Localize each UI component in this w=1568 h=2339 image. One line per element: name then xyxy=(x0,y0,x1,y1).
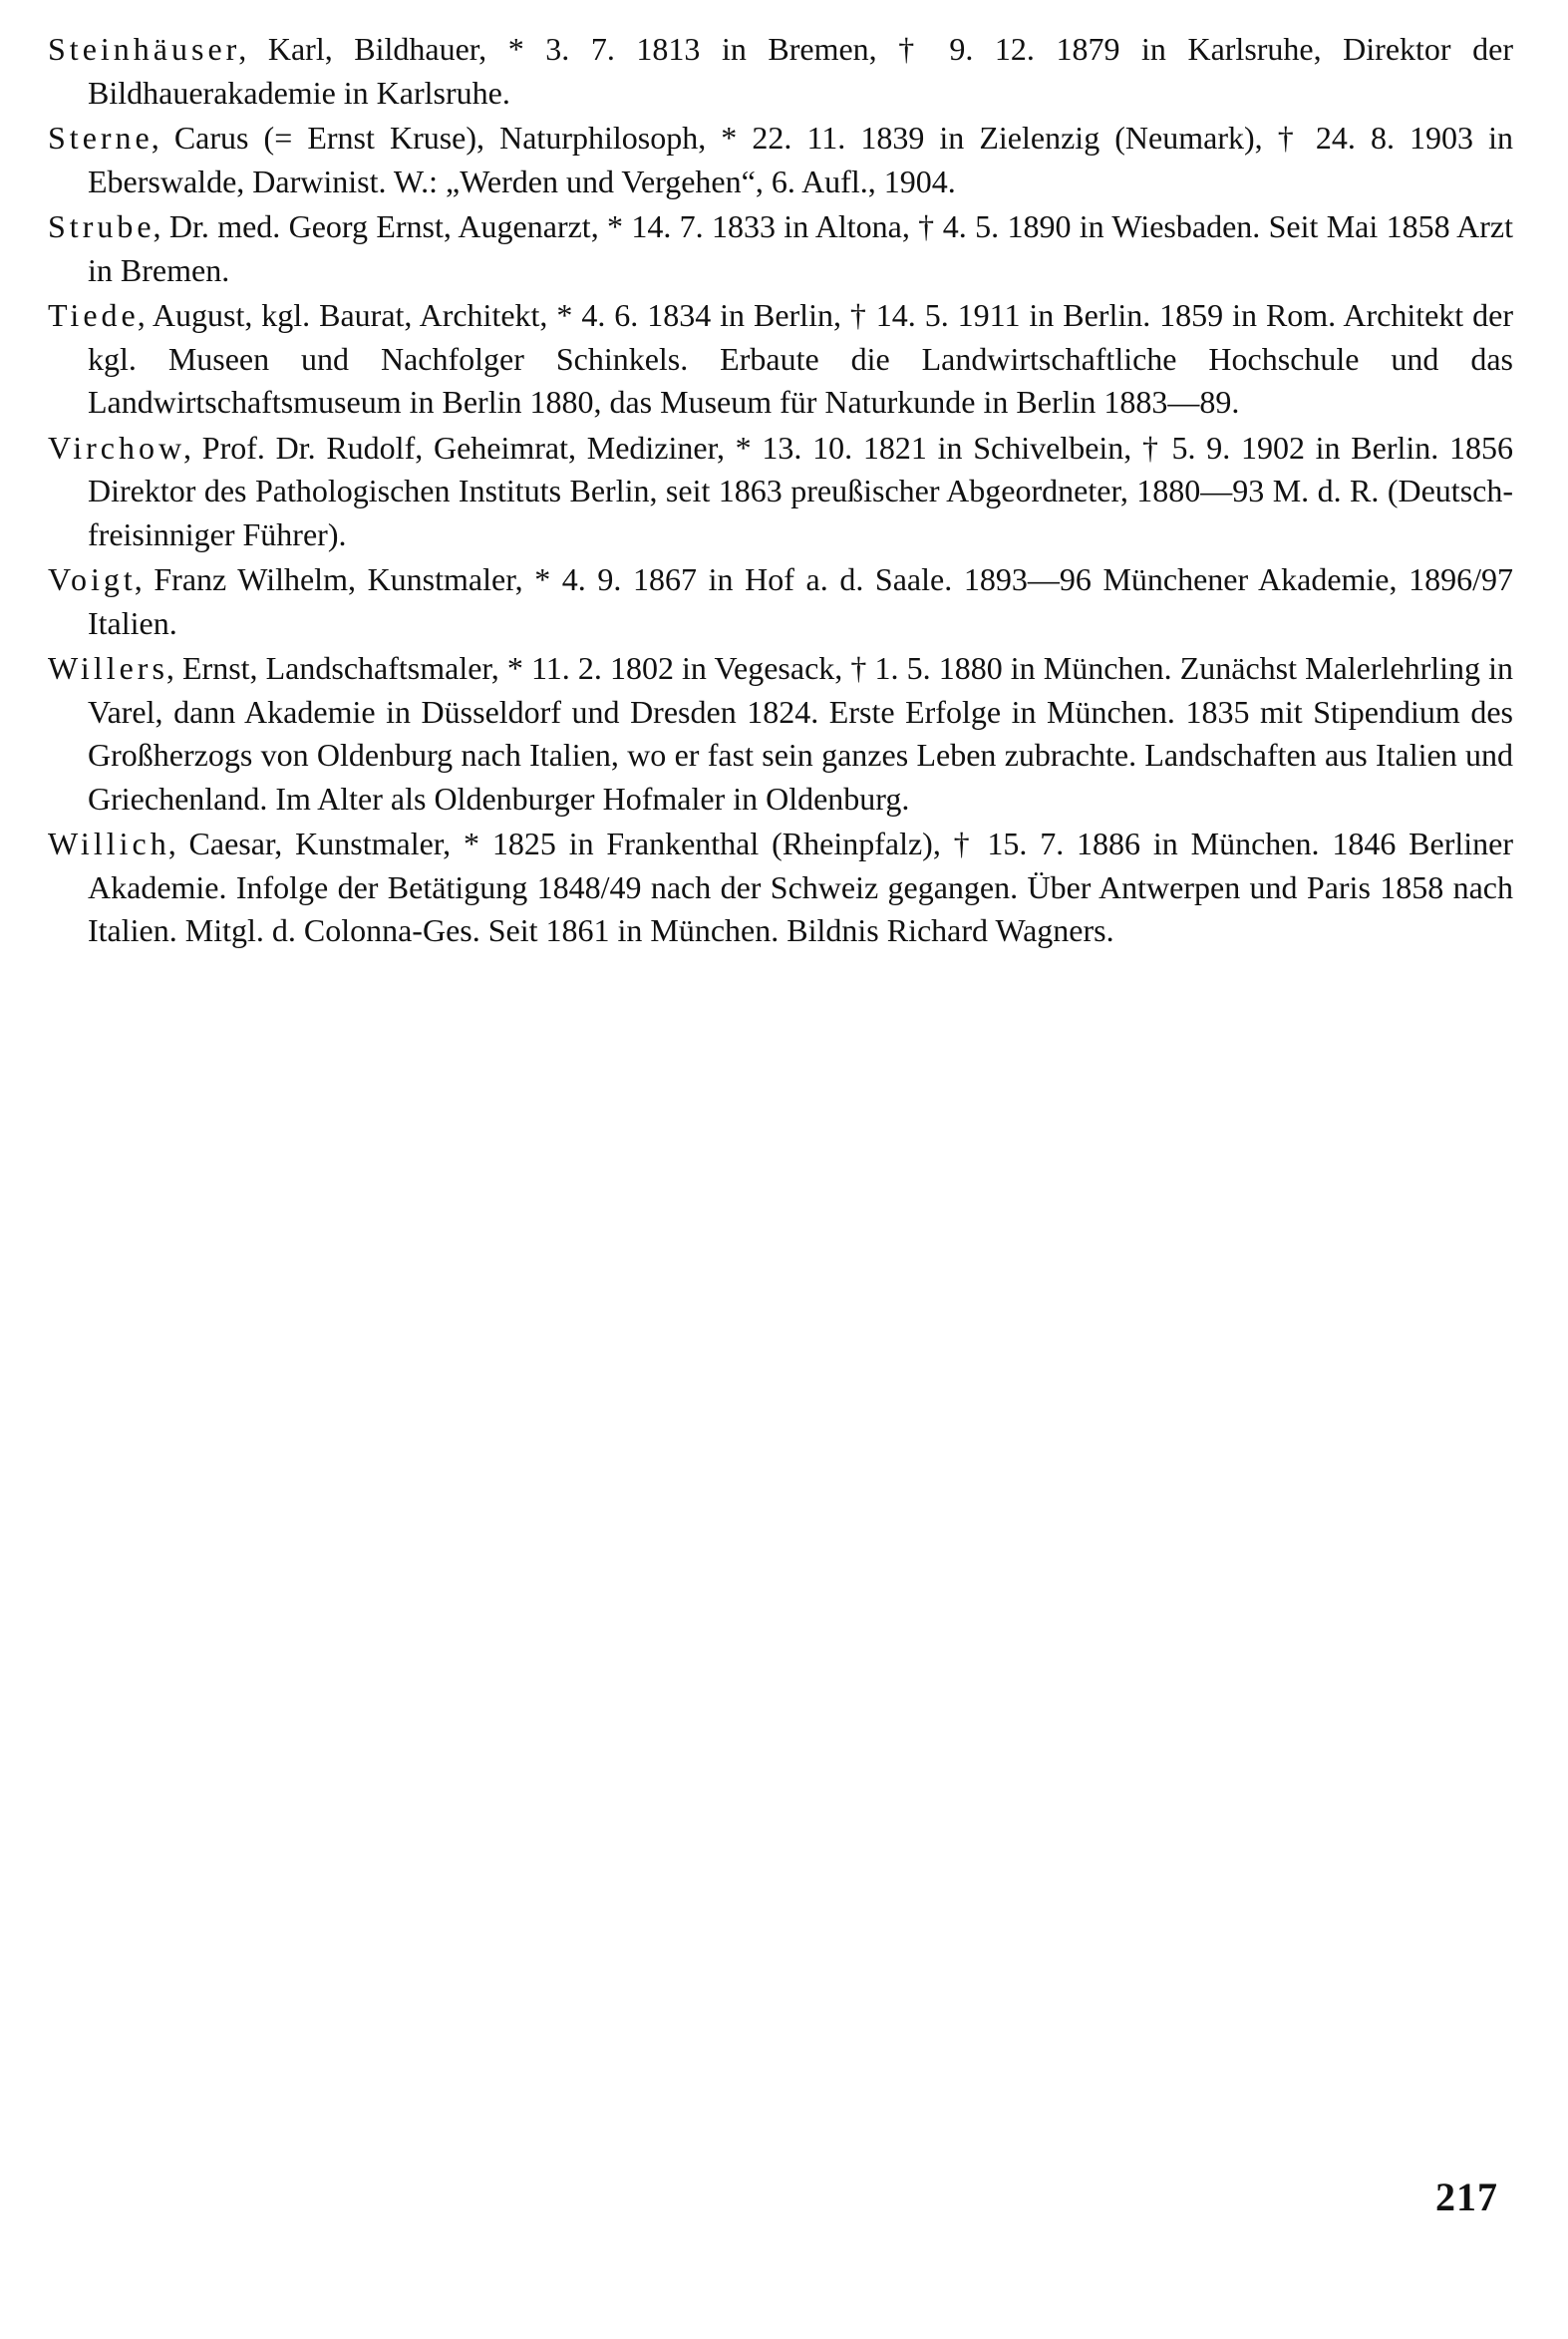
entry-text: , August, kgl. Baurat, Architekt, * 4. 6. 1834 in Berlin, † 14. 5. 1911 in Berlin. 1859 in Rom. Architekt der kgl. Museen und Nachfolger Schinkels. Erbaute die Landwirtschaftliche Hochschule und das Landwirtschaftsmuseum in Berlin 1880, das Museum für Naturkunde in Berlin 1883—89. xyxy=(88,297,1513,420)
entry-name: Willich xyxy=(48,826,170,861)
entry-text: , Carus (= Ernst Kruse), Naturphilosoph, * 22. 11. 1839 in Zielenzig (Neumark), † 24. 8. 1903 in Eberswalde, Darwinist. W.: „Werden und Vergehen“, 6. Aufl., 1904. xyxy=(88,120,1513,199)
page-number: 217 xyxy=(1435,2174,1498,2219)
biographical-entries xyxy=(48,28,1513,955)
entry-text: , Caesar, Kunstmaler, * 1825 in Frankenthal (Rheinpfalz), † 15. 7. 1886 in München. 1846 Berliner Akademie. Infolge der Betätigung 1848/49 nach der Schweiz gegangen. Über Antwerpen und Paris 1858 nach Italien. Mitgl. d. Colonna-Ges. Seit 1861 in München. Bildnis Richard Wagners. xyxy=(88,826,1513,948)
entry-sterne xyxy=(48,117,1513,203)
entry-willers xyxy=(48,647,1513,821)
entry-strube xyxy=(48,205,1513,292)
entry-willich xyxy=(48,823,1513,953)
entry-text: , Dr. med. Georg Ernst, Augenarzt, * 14. 7. 1833 in Altona, † 4. 5. 1890 in Wiesbaden. Seit Mai 1858 Arzt in Bremen. xyxy=(88,208,1513,288)
entry-text: , Prof. Dr. Rudolf, Geheimrat, Mediziner, * 13. 10. 1821 in Schivelbein, † 5. 9. 1902 in Berlin. 1856 Direktor des Pathologischen Instituts Berlin, seit 1863 preußischer Abgeordneter, 1880—93 M. d. R. (Deutsch-freisinniger Führer). xyxy=(88,429,1513,552)
entry-name: Willers xyxy=(48,650,168,686)
entry-name: Virchow xyxy=(48,429,186,466)
entry-steinhaeuser xyxy=(48,28,1513,115)
entry-name: Steinhäuser xyxy=(48,31,241,67)
entry-text: , Ernst, Landschaftsmaler, * 11. 2. 1802 in Vegesack, † 1. 5. 1880 in München. Zunächst Malerlehrling in Varel, dann Akademie in Düsseldorf und Dresden 1824. Erste Erfolge in München. 1835 mit Stipendium des Großherzogs von Oldenburg nach Italien, wo er fast sein ganzes Leben zubrachte. Landschaften aus Italien und Griechenland. Im Alter als Oldenburger Hofmaler in Oldenburg. xyxy=(88,650,1513,817)
entry-tiede xyxy=(48,294,1513,425)
entry-name: Strube xyxy=(48,208,156,244)
entry-name: Tiede xyxy=(48,297,140,333)
entry-name: Voigt xyxy=(48,561,137,597)
entry-name: Sterne xyxy=(48,120,154,156)
entry-text: , Karl, Bildhauer, * 3. 7. 1813 in Bremen, † 9. 12. 1879 in Karlsruhe, Direktor der Bildhauerakademie in Karlsruhe. xyxy=(88,31,1513,111)
entry-voigt xyxy=(48,558,1513,645)
entry-text: , Franz Wilhelm, Kunstmaler, * 4. 9. 1867 in Hof a. d. Saale. 1893—96 Münchener Akademie, 1896/97 Italien. xyxy=(88,561,1513,641)
entry-virchow xyxy=(48,427,1513,557)
